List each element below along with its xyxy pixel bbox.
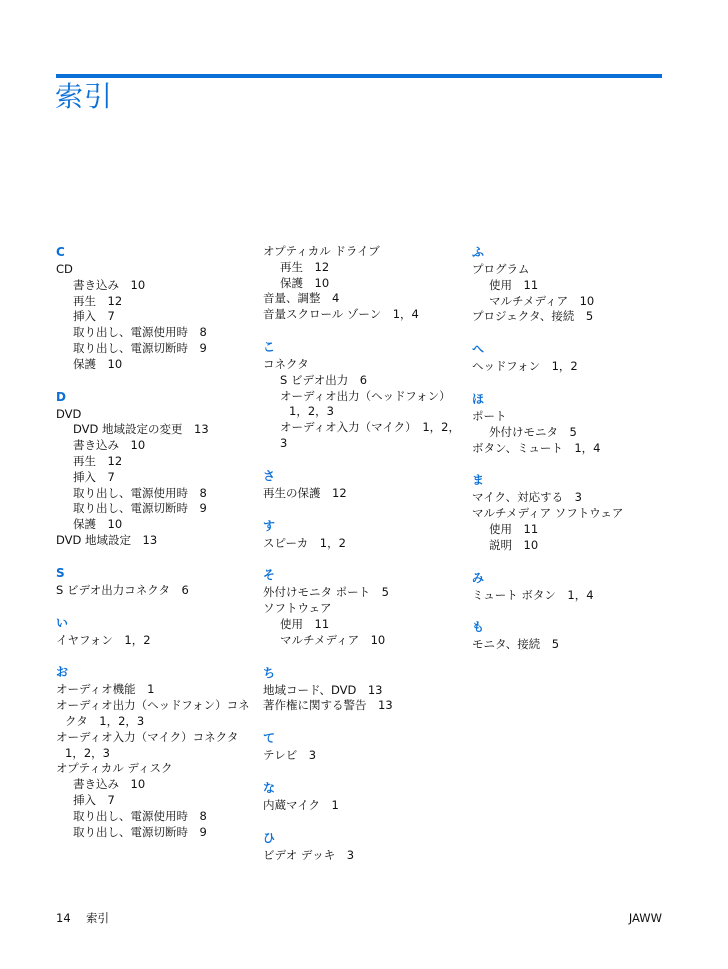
index-subentry: 使用 11 — [280, 616, 330, 631]
index-section — [263, 518, 463, 552]
index-entry: 著作権に関する警告 13 — [263, 698, 393, 713]
index-subentry: 取り出し、電源使用時 8 — [73, 485, 207, 500]
index-column-3 — [472, 244, 672, 669]
index-section-heading: C — [56, 245, 65, 259]
index-section-heading: S — [56, 565, 65, 580]
index-subentry: 取り出し、電源切断時 9 — [73, 340, 207, 355]
index-subentry: DVD 地域設定の変更 13 — [73, 422, 209, 437]
index-entry: コネクタ — [263, 356, 309, 371]
index-entry: ヘッドフォン 1，2 — [472, 359, 578, 374]
index-entry: プログラム — [472, 262, 530, 276]
footer-code: JAWW — [628, 911, 662, 925]
index-entry: ソフトウェア — [263, 601, 332, 616]
index-subentry: 挿入 7 — [73, 792, 115, 807]
index-section-heading: み — [472, 570, 485, 585]
index-section — [263, 468, 463, 502]
index-section — [263, 567, 463, 648]
index-entry: プロジェクタ、接続 5 — [472, 309, 594, 324]
index-subentry: 書き込み 10 — [73, 438, 146, 453]
index-subentry: 書き込み 10 — [73, 277, 146, 292]
index-entry: DVD — [56, 406, 82, 421]
index-entry: ボタン、ミュート 1，4 — [472, 440, 601, 455]
index-subentry: 取り出し、電源切断時 9 — [73, 824, 207, 839]
index-entry: 地域コード、DVD 13 — [263, 682, 383, 697]
index-section — [472, 391, 672, 456]
index-entry: 内蔵マイク 1 — [263, 797, 339, 812]
index-section — [263, 780, 463, 814]
index-subentry: 使用 11 — [489, 521, 539, 536]
index-section — [56, 389, 256, 549]
index-section — [263, 665, 463, 715]
index-subentry: 外付けモニタ 5 — [489, 424, 577, 439]
index-section — [472, 619, 672, 653]
title-rule — [56, 74, 662, 78]
footer-section: 索引 — [86, 911, 109, 925]
index-entry: 音量、調整 4 — [263, 291, 340, 306]
index-section-heading: ふ — [472, 245, 485, 259]
index-entry: CD — [56, 262, 73, 276]
index-section-heading: D — [56, 389, 66, 404]
index-entry: オーディオ機能 1 — [56, 682, 155, 697]
index-section-heading: そ — [263, 568, 276, 583]
index-section — [472, 472, 672, 553]
index-section — [472, 244, 672, 325]
index-entry: マルチメディア ソフトウェア — [472, 506, 624, 521]
index-entry: オプティカル ドライブ — [263, 244, 380, 258]
index-entry: モニタ、接続 5 — [472, 637, 560, 652]
index-section-heading: ひ — [263, 830, 276, 845]
index-subentry: 取り出し、電源使用時 8 — [73, 808, 207, 823]
index-section — [56, 244, 256, 373]
index-subentry: マルチメディア 10 — [489, 293, 595, 308]
index-section — [263, 730, 463, 764]
index-subentry: 保護 10 — [73, 517, 123, 532]
index-entry: ポート — [472, 408, 507, 423]
footer-page-number: 14 — [56, 911, 71, 925]
index-section-heading: す — [263, 518, 276, 533]
index-entry: マイク、対応する 3 — [472, 490, 582, 505]
index-section-heading: へ — [472, 342, 485, 357]
index-section — [472, 341, 672, 375]
index-subentry: 挿入 7 — [73, 469, 115, 484]
index-subentry: 取り出し、電源使用時 8 — [73, 325, 207, 340]
index-entry: オーディオ入力（マイク）コネクタ 1，2，3 — [56, 729, 250, 760]
index-subentry: 再生 12 — [280, 259, 330, 274]
index-subentry: 挿入 7 — [73, 309, 115, 324]
index-column-1 — [56, 244, 256, 856]
index-entry: オプティカル ディスク — [56, 761, 173, 776]
index-subentry: オーディオ入力（マイク） 1，2，3 — [280, 420, 461, 450]
index-subentry: 取り出し、電源切断時 9 — [73, 501, 207, 516]
index-subentry: オーディオ出力（ヘッドフォン）1，2，3 — [280, 388, 451, 419]
index-section-heading: て — [263, 731, 276, 746]
index-entry: ビデオ デッキ 3 — [263, 847, 355, 862]
index-subentry: 説明 10 — [489, 537, 539, 552]
index-subentry: 保護 10 — [73, 356, 123, 371]
index-entry: 再生の保護 12 — [263, 485, 347, 500]
index-section-heading: な — [263, 780, 276, 795]
page-title: 索引 — [55, 80, 114, 113]
index-subentry: 再生 12 — [73, 453, 123, 468]
index-section — [263, 830, 463, 864]
footer-left — [56, 910, 109, 926]
index-section — [56, 615, 256, 649]
index-section-heading: お — [56, 665, 69, 680]
index-entry: 音量スクロール ゾーン 1，4 — [263, 307, 419, 322]
index-section — [472, 570, 672, 604]
index-section-heading: ち — [263, 665, 276, 680]
index-subentry: 再生 12 — [73, 293, 123, 308]
index-subentry: マルチメディア 10 — [280, 632, 386, 647]
index-section-heading: い — [56, 615, 69, 630]
index-entry: スピーカ 1，2 — [263, 535, 346, 550]
index-subentry: S ビデオ出力 6 — [280, 372, 368, 387]
index-section-heading: ま — [472, 473, 485, 488]
index-entry: S ビデオ出力コネクタ 6 — [56, 582, 189, 597]
index-section-heading: ほ — [472, 391, 485, 406]
index-section-heading: も — [472, 620, 485, 635]
index-section — [263, 244, 463, 323]
index-entry: イヤフォン 1，2 — [56, 632, 151, 647]
index-subentry: 保護 10 — [280, 275, 330, 290]
index-entry: ミュート ボタン 1，4 — [472, 587, 594, 602]
index-section-heading: さ — [263, 468, 276, 483]
index-section-heading: こ — [263, 339, 276, 354]
index-entry: テレビ 3 — [263, 748, 317, 763]
index-entry: オーディオ出力（ヘッドフォン）コネクタ 1，2，3 — [56, 698, 250, 728]
index-entry: 外付けモニタ ポート 5 — [263, 585, 389, 600]
index-section — [56, 664, 256, 840]
index-entry: DVD 地域設定 13 — [56, 532, 158, 547]
index-column-2 — [263, 244, 463, 880]
index-section — [56, 565, 256, 599]
index-subentry: 書き込み 10 — [73, 777, 146, 792]
index-subentry: 使用 11 — [489, 277, 539, 292]
index-section — [263, 339, 463, 452]
